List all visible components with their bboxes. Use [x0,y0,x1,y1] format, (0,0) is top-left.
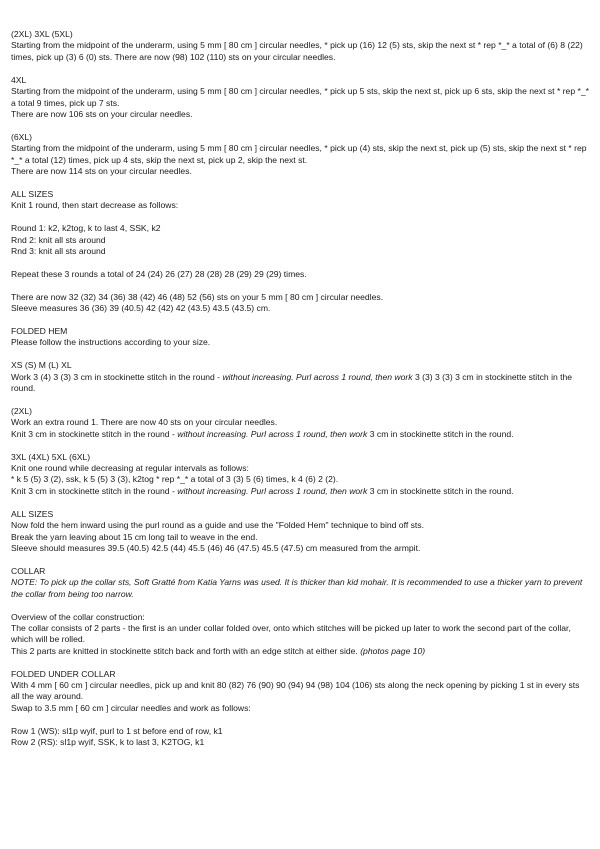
instruction-text: Knit 3 cm in stockinette stitch in the round - [11,428,178,439]
pattern-section [11,29,589,63]
instruction-line: Please follow the instructions according to your size. [11,337,211,348]
pattern-section [11,326,589,349]
section-heading: 3XL (4XL) 5XL (6XL) [11,451,91,462]
paragraph-gap [11,212,589,223]
section-heading: (6XL) [11,131,33,142]
section-heading: (2XL) 3XL (5XL) [11,29,73,39]
paragraph-gap [11,280,589,291]
pattern-section [11,132,589,178]
instruction-line: Knit one round while decreasing at regular intervals as follows: [11,463,249,474]
instruction-line: Repeat these 3 rounds a total of 24 (24) 26 (27) 28 (28) 28 (29) 29 (29) times. [11,268,307,279]
instruction-line: Round 1: k2, k2tog, k to last 4, SSK, k2 [11,223,161,234]
paragraph-gap [11,257,589,268]
pattern-section [11,189,589,314]
instruction-line: Break the yarn leaving about 15 cm long tail to weave in the end. [11,531,258,542]
instruction-emphasis: without increasing. Purl across 1 round, then work [222,371,413,382]
instruction-line: The collar consists of 2 parts - the first is an under collar folded over, onto which stitches will be picked up later to work the second part of the collar, which will be rolled. [11,622,571,645]
instruction-line: There are now 32 (32) 34 (36) 38 (42) 46 (48) 52 (56) sts on your 5 mm [ 80 cm ] circular needles. [11,291,384,302]
instruction-line: * k 5 (5) 3 (2), ssk, k 5 (5) 3 (3), k2tog * rep *_* a total of 3 (3) 5 (6) times, k 4 (6) 2 (2). [11,474,339,485]
pattern-section [11,509,589,555]
section-heading: XS (S) M (L) XL [11,360,72,371]
pattern-section [11,566,589,657]
pattern-section [11,669,589,749]
section-heading: 4XL [11,74,27,85]
pattern-page [11,29,589,760]
instruction-line: Knit 1 round, then start decrease as follows: [11,200,179,211]
section-heading: COLLAR [11,565,46,576]
pattern-section [11,406,589,440]
instruction-line: Overview of the collar construction: [11,611,145,622]
instruction-emphasis: without increasing. Purl across 1 round, then work [177,428,368,439]
instruction-line: With 4 mm [ 60 cm ] circular needles, pick up and knit 80 (82) 76 (90) 90 (94) 94 (98) 104 (106) sts along the neck opening by picking 1 st in every sts all the way around. [11,680,580,702]
instruction-line: Row 2 (RS): sl1p wyif, SSK, k to last 3, K2TOG, k1 [11,737,205,748]
paragraph-gap [11,714,589,725]
section-heading: FOLDED UNDER COLLAR [11,668,116,679]
instruction-line: Now fold the hem inward using the purl round as a guide and use the "Folded Hem" technique to bind off sts. [11,520,424,531]
instruction-line: Starting from the midpoint of the underarm, using 5 mm [ 80 cm ] circular needles, * pick up (16) 12 (5) sts, skip the next st * rep *_* a total of (6) 8 (22) times, pick up (3) 6 (0) sts. There are now (98) 102 (110) sts on your circular needles. [11,40,583,62]
instruction-text: 3 cm in stockinette stitch in the round. [367,428,514,439]
instruction-text: Knit 3 cm in stockinette stitch in the round - [11,485,178,496]
instruction-line [11,372,589,395]
instruction-line [11,646,589,657]
instruction-line: Row 1 (WS): sl1p wyif, purl to 1 st before end of row, k1 [11,725,223,736]
instruction-text: 3 cm in stockinette stitch in the round. [367,485,514,496]
instruction-line: Rnd 2: knit all sts around [11,234,106,245]
instruction-line: Work an extra round 1. There are now 40 sts on your circular needles. [11,417,278,428]
instruction-line: Sleeve should measures 39.5 (40.5) 42.5 (44) 45.5 (46) 46 (47.5) 45.5 (47.5) cm measured from the armpit. [11,542,421,553]
section-heading: ALL SIZES [11,508,54,519]
section-heading: ALL SIZES [11,188,54,199]
pattern-section [11,75,589,121]
instruction-line: Starting from the midpoint of the underarm, using 5 mm [ 80 cm ] circular needles, * pick up (4) sts, skip the next st, pick up (5) sts, skip the next st * rep *_* a total (12) times, pick up 4 sts, skip the next st, pick up 2, skip the next st. [11,143,587,165]
section-heading: FOLDED HEM [11,325,68,336]
paragraph-gap [11,600,589,611]
section-heading: (2XL) [11,405,33,416]
instruction-line [11,486,589,497]
instruction-line: Swap to 3.5 mm [ 60 cm ] circular needles and work as follows: [11,702,251,713]
instruction-emphasis: (photos page 10) [360,645,426,656]
instruction-line: There are now 114 sts on your circular needles. [11,166,192,177]
pattern-section [11,452,589,498]
instruction-line: Sleeve measures 36 (36) 39 (40.5) 42 (42) 42 (43.5) 43.5 (43.5) cm. [11,302,271,313]
instruction-emphasis: without increasing. Purl across 1 round, then work [177,485,368,496]
instruction-line [11,429,589,440]
instruction-line: There are now 106 sts on your circular needles. [11,108,193,119]
instruction-text: 3 (3) 3 (3) 3 cm in stockinette stitch in the round. [11,371,573,394]
instruction-line: Starting from the midpoint of the underarm, using 5 mm [ 80 cm ] circular needles, * pick up 5 sts, skip the next st, pick up 6 sts, skip the next st * rep *_* a total 9 times, pick up 7 sts. [11,86,589,108]
pattern-section [11,360,589,394]
note-line: NOTE: To pick up the collar sts, Soft Gratté from Katia Yarns was used. It is thicker than kid mohair. It is recommended to use a thicker yarn to prevent the collar from being too narrow. [11,577,583,599]
instruction-text: This 2 parts are knitted in stockinette stitch back and forth with an edge stitch at either side. [11,645,361,656]
instruction-text: Work 3 (4) 3 (3) 3 cm in stockinette stitch in the round - [11,371,223,382]
instruction-line: Rnd 3: knit all sts around [11,245,106,256]
